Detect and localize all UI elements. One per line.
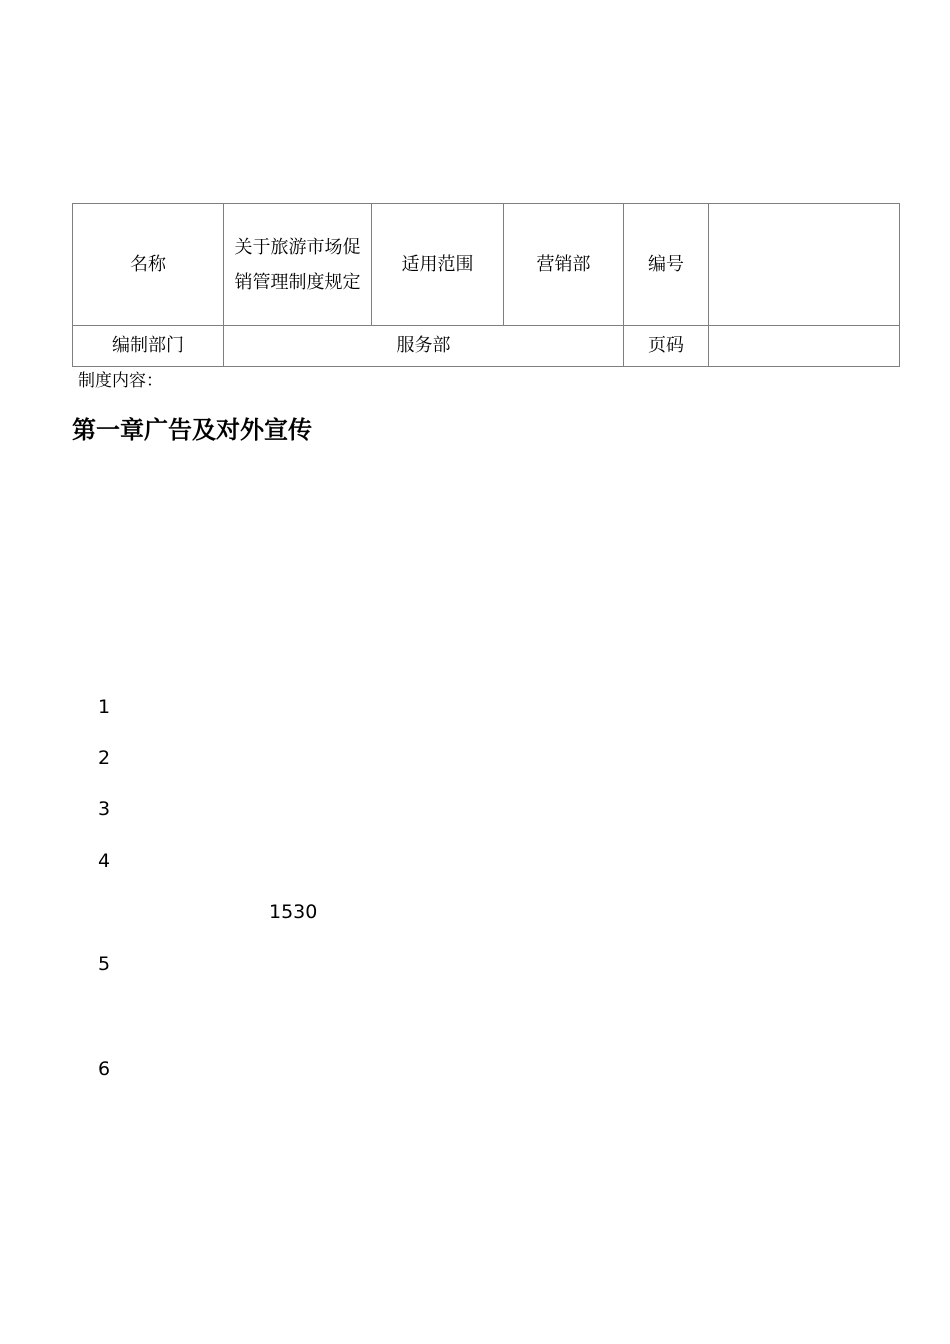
stray-number: 1530 (269, 901, 318, 923)
dept-label-cell: 编制部门 (73, 326, 224, 367)
header-table-row-2 (73, 326, 900, 367)
list-number: 6 (98, 1058, 111, 1080)
page-value-cell (709, 326, 900, 367)
list-number: 2 (98, 747, 111, 769)
list-number: 3 (98, 798, 111, 820)
name-label-cell: 名称 (73, 204, 224, 326)
list-number: 5 (98, 953, 111, 975)
page-label-cell: 页码 (624, 326, 709, 367)
number-label-cell: 编号 (624, 204, 709, 326)
number-value-cell (709, 204, 900, 326)
content-label: 制度内容： (78, 371, 163, 391)
document-header-table (72, 203, 900, 367)
scope-value-cell: 营销部 (504, 204, 624, 326)
list-number: 1 (98, 696, 111, 718)
scope-label-cell: 适用范围 (372, 204, 504, 326)
list-number: 4 (98, 850, 111, 872)
name-value-cell: 关于旅游市场促销管理制度规定 (224, 204, 372, 326)
chapter-title: 第一章广告及对外宣传 (72, 415, 312, 444)
header-table-row-1 (73, 204, 900, 326)
dept-value-cell: 服务部 (224, 326, 624, 367)
